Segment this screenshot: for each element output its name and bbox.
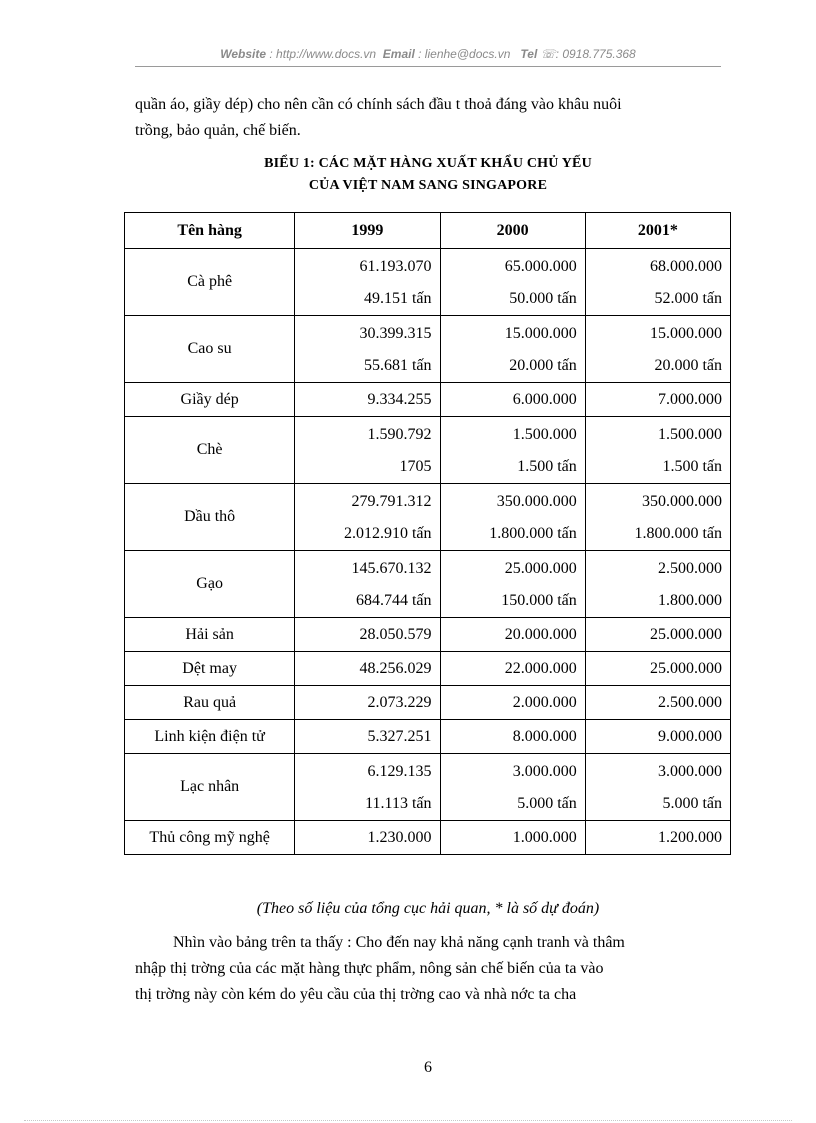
- value-2000: 6.000.000: [440, 383, 585, 417]
- quantity-1999: 1705: [295, 451, 440, 484]
- quantity-2001: 1.800.000: [585, 585, 730, 618]
- intro-paragraph: [135, 92, 721, 144]
- value-2001: 2.500.000: [585, 551, 730, 586]
- value-2001: 25.000.000: [585, 652, 730, 686]
- product-name: Dệt may: [125, 652, 295, 686]
- quantity-2000: 150.000 tấn: [440, 585, 585, 618]
- value-1999: 1.590.792: [295, 417, 440, 452]
- quantity-2000: 1.500 tấn: [440, 451, 585, 484]
- value-2000: 1.500.000: [440, 417, 585, 452]
- value-2000: 350.000.000: [440, 484, 585, 519]
- product-name: Cao su: [125, 316, 295, 383]
- value-1999: 279.791.312: [295, 484, 440, 519]
- value-2001: 7.000.000: [585, 383, 730, 417]
- tel-label: Tel: [520, 47, 538, 61]
- header-divider: [135, 66, 721, 67]
- value-2001: 1.500.000: [585, 417, 730, 452]
- table-row: [125, 551, 731, 586]
- value-2001: 15.000.000: [585, 316, 730, 351]
- value-2000: 1.000.000: [440, 821, 585, 855]
- tel-value: : 0918.775.368: [555, 47, 636, 61]
- table-row: [125, 618, 731, 652]
- intro-line-1: quần áo, giầy dép) cho nên cần có chính sách đầu t thoả đáng vào khâu nuôi: [135, 96, 622, 113]
- website-value: : http://www.docs.vn: [269, 47, 377, 61]
- table-row: [125, 484, 731, 519]
- value-2000: 65.000.000: [440, 249, 585, 284]
- quantity-2001: 5.000 tấn: [585, 788, 730, 821]
- quantity-2000: 50.000 tấn: [440, 283, 585, 316]
- table-row: [125, 652, 731, 686]
- quantity-2001: 20.000 tấn: [585, 350, 730, 383]
- email-value: : lienhe@docs.vn: [418, 47, 511, 61]
- product-name: Linh kiện điện tử: [125, 720, 295, 754]
- quantity-2001: 1.500 tấn: [585, 451, 730, 484]
- value-1999: 145.670.132: [295, 551, 440, 586]
- header-product: Tên hàng: [125, 213, 295, 249]
- value-2001: 2.500.000: [585, 686, 730, 720]
- value-2001: 9.000.000: [585, 720, 730, 754]
- quantity-2000: 20.000 tấn: [440, 350, 585, 383]
- quantity-2000: 5.000 tấn: [440, 788, 585, 821]
- page-bottom-divider: [24, 1120, 792, 1121]
- quantity-1999: 11.113 tấn: [295, 788, 440, 821]
- value-2000: 25.000.000: [440, 551, 585, 586]
- product-name: Thủ công mỹ nghệ: [125, 821, 295, 855]
- quantity-1999: 49.151 tấn: [295, 283, 440, 316]
- quantity-1999: 55.681 tấn: [295, 350, 440, 383]
- header-2001: 2001*: [585, 213, 730, 249]
- table-title-line-2: CỦA VIỆT NAM SANG SINGAPORE: [308, 178, 548, 193]
- value-2000: 8.000.000: [440, 720, 585, 754]
- quantity-2001: 52.000 tấn: [585, 283, 730, 316]
- conclusion-paragraph: [135, 930, 721, 1008]
- value-2001: 68.000.000: [585, 249, 730, 284]
- value-2001: 350.000.000: [585, 484, 730, 519]
- intro-line-2: trồng, bảo quản, chế biến.: [135, 122, 301, 139]
- table-title-line-1: BIỂU 1: CÁC MẶT HÀNG XUẤT KHẨU CHỦ YẾU: [264, 156, 592, 171]
- product-name: Dầu thô: [125, 484, 295, 551]
- value-1999: 30.399.315: [295, 316, 440, 351]
- page-number: 6: [424, 1059, 432, 1076]
- table-row: [125, 417, 731, 452]
- product-name: Hải sản: [125, 618, 295, 652]
- value-1999: 5.327.251: [295, 720, 440, 754]
- table-row: [125, 754, 731, 789]
- quantity-1999: 2.012.910 tấn: [295, 518, 440, 551]
- table-row: [125, 720, 731, 754]
- value-2001: 1.200.000: [585, 821, 730, 855]
- quantity-2001: 1.800.000 tấn: [585, 518, 730, 551]
- product-name: Giầy dép: [125, 383, 295, 417]
- value-1999: 48.256.029: [295, 652, 440, 686]
- value-1999: 9.334.255: [295, 383, 440, 417]
- value-2000: 20.000.000: [440, 618, 585, 652]
- email-label: Email: [382, 47, 415, 61]
- value-2000: 3.000.000: [440, 754, 585, 789]
- phone-icon: ☏: [540, 47, 556, 61]
- table-header-row: [125, 213, 731, 249]
- table-row: [125, 383, 731, 417]
- quantity-2000: 1.800.000 tấn: [440, 518, 585, 551]
- product-name: Lạc nhân: [125, 754, 295, 821]
- value-2000: 2.000.000: [440, 686, 585, 720]
- conclusion-line-2: nhập thị trờng của các mặt hàng thực phẩm, nông sản chế biến của ta vào: [135, 960, 604, 977]
- value-1999: 2.073.229: [295, 686, 440, 720]
- table-title: [135, 153, 721, 197]
- product-name: Chè: [125, 417, 295, 484]
- product-name: Cà phê: [125, 249, 295, 316]
- value-1999: 61.193.070: [295, 249, 440, 284]
- table-row: [125, 821, 731, 855]
- table-row: [125, 249, 731, 284]
- product-name: Gạo: [125, 551, 295, 618]
- value-2001: 3.000.000: [585, 754, 730, 789]
- conclusion-line-3: thị trờng này còn kém do yêu cầu của thị trờng cao và nhà nớc ta cha: [135, 986, 577, 1003]
- header-2000: 2000: [440, 213, 585, 249]
- value-1999: 1.230.000: [295, 821, 440, 855]
- source-note: (Theo số liệu của tổng cục hải quan, * là số dự đoán): [256, 900, 600, 917]
- value-2000: 22.000.000: [440, 652, 585, 686]
- value-2001: 25.000.000: [585, 618, 730, 652]
- conclusion-line-1: Nhìn vào bảng trên ta thấy : Cho đến nay khả năng cạnh tranh và thâm: [173, 934, 625, 951]
- value-2000: 15.000.000: [440, 316, 585, 351]
- header-1999: 1999: [295, 213, 440, 249]
- website-label: Website: [220, 47, 267, 61]
- value-1999: 6.129.135: [295, 754, 440, 789]
- table-row: [125, 316, 731, 351]
- product-name: Rau quả: [125, 686, 295, 720]
- quantity-1999: 684.744 tấn: [295, 585, 440, 618]
- table-row: [125, 686, 731, 720]
- value-1999: 28.050.579: [295, 618, 440, 652]
- page-header: [135, 47, 721, 61]
- export-table: [124, 212, 731, 855]
